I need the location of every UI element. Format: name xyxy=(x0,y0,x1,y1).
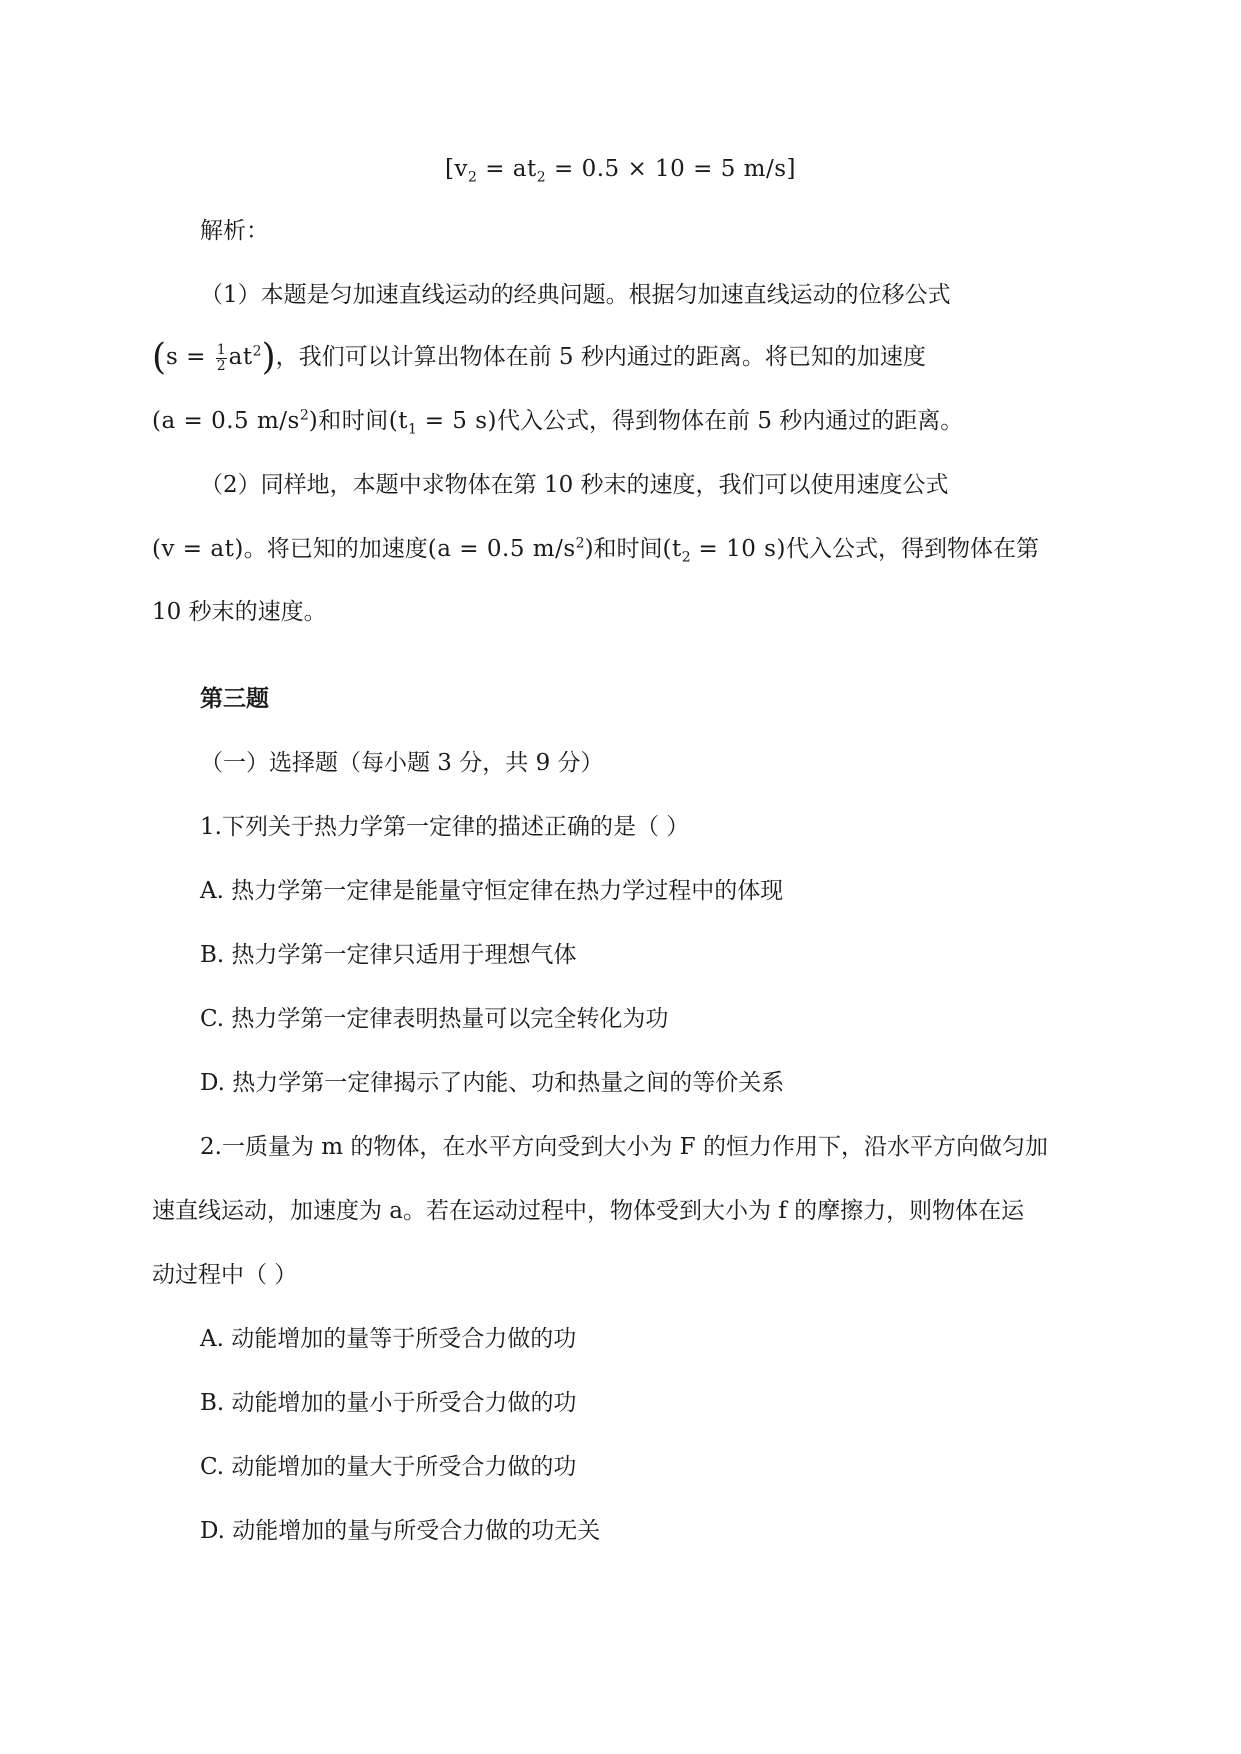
section-title: 第三题 xyxy=(200,686,269,712)
velocity-formula: [$v_2 = at_2 = 0.5 \times 10 = 5$ m/s] xyxy=(444,156,796,186)
formula-eq: = at xyxy=(477,156,537,182)
formula-sup: 2 xyxy=(299,407,309,424)
fraction-numerator: 1 xyxy=(216,341,226,358)
analysis-p2-line2 xyxy=(152,534,1092,564)
formula-sub: 2 xyxy=(681,549,691,566)
formula-s: s = xyxy=(166,344,214,370)
part-title: （一）选择题（每小题 3 分，共 9 分） xyxy=(200,750,604,776)
analysis-p2-line3: 10 秒末的速度。 xyxy=(152,599,327,625)
formula-a: (a = 0.5 m/s xyxy=(427,536,576,562)
analysis-p2-text: )和时间 xyxy=(584,536,663,562)
question-2-option-d: D. 动能增加的量与所受合力做的功无关 xyxy=(200,1518,601,1544)
formula-sub: 2 xyxy=(467,169,478,186)
paren-close: ) xyxy=(261,337,276,378)
question-2-option-a: A. 动能增加的量等于所受合力做的功 xyxy=(200,1326,577,1352)
question-1-option-c: C. 热力学第一定律表明热量可以完全转化为功 xyxy=(200,1006,669,1032)
analysis-label: 解析： xyxy=(200,218,269,244)
fraction-denominator: 2 xyxy=(216,357,226,374)
formula-t-rest: = 10 s) xyxy=(690,536,786,562)
question-1-option-b: B. 热力学第一定律只适用于理想气体 xyxy=(200,942,577,968)
analysis-p1-line2 xyxy=(152,337,1092,378)
analysis-p1-line3 xyxy=(152,406,1092,436)
formula-mid: )和时间(t xyxy=(308,408,408,434)
formula-at: at xyxy=(228,344,253,370)
question-1-option-a: A. 热力学第一定律是能量守恒定律在热力学过程中的体现 xyxy=(200,878,784,904)
paren-open: ( xyxy=(152,337,167,378)
question-1-stem: 1.下列关于热力学第一定律的描述正确的是（ ） xyxy=(200,814,690,840)
analysis-p1-line1: （1）本题是匀加速直线运动的经典问题。根据匀加速直线运动的位移公式 xyxy=(200,282,951,308)
formula-sup: 2 xyxy=(575,535,585,552)
formula-v: v xyxy=(454,156,468,182)
question-2-stem-line2: 速直线运动，加速度为 a。若在运动过程中，物体受到大小为 f 的摩擦力，则物体在运 xyxy=(152,1198,1025,1224)
formula-a: (a = 0.5 m/s xyxy=(152,408,300,434)
analysis-p1-line3-text: 代入公式，得到物体在前 5 秒内通过的距离。 xyxy=(497,408,964,434)
formula-t: = 5 s) xyxy=(416,408,498,434)
fraction xyxy=(216,343,227,374)
formula-sup: 2 xyxy=(252,343,262,360)
analysis-p1-line2-text: ，我们可以计算出物体在前 5 秒内通过的距离。将已知的加速度 xyxy=(275,344,926,370)
formula-t: (t xyxy=(662,536,682,562)
question-2-stem-line3: 动过程中（ ） xyxy=(152,1262,298,1288)
question-2-option-b: B. 动能增加的量小于所受合力做的功 xyxy=(200,1390,577,1416)
question-2-stem-line1: 2.一质量为 m 的物体，在水平方向受到大小为 F 的恒力作用下，沿水平方向做匀加 xyxy=(200,1134,1048,1160)
formula-rest: = 0.5 × 10 = 5 m/s xyxy=(546,156,787,182)
formula-v-at: (v = at) xyxy=(152,536,244,562)
question-1-option-d: D. 热力学第一定律揭示了内能、功和热量之间的等价关系 xyxy=(200,1070,785,1096)
formula-sub: 2 xyxy=(536,169,547,186)
formula-sub: 1 xyxy=(407,421,417,438)
analysis-p2-line1: （2）同样地，本题中求物体在第 10 秒末的速度，我们可以使用速度公式 xyxy=(200,472,949,498)
analysis-p2-text: 。将已知的加速度 xyxy=(243,536,428,562)
analysis-p2-text: 代入公式，得到物体在第 xyxy=(785,536,1039,562)
question-2-option-c: C. 动能增加的量大于所受合力做的功 xyxy=(200,1454,577,1480)
